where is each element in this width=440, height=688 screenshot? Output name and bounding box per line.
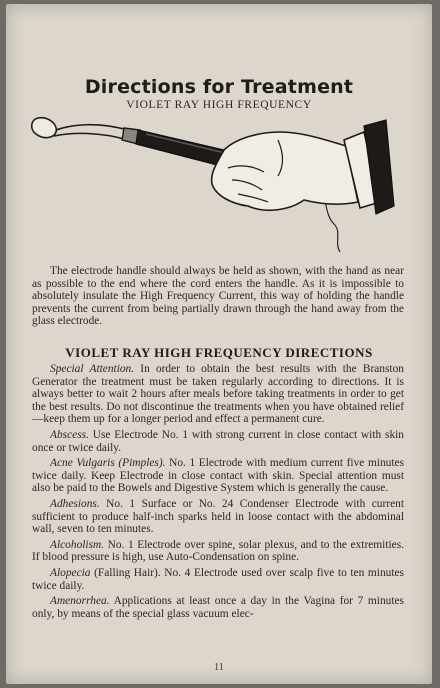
entry-special-attention [32,363,404,426]
entry-term: Alopecia [50,566,91,579]
document-page [6,4,432,684]
treatment-list [32,363,404,623]
entry-text: Applications at least once a day in the Vagina for 7 minutes only, by means of the special glass vacuum elec- [32,595,404,620]
entry-text: No. 1 Electrode with medium current five minutes twice daily. Keep Electrode in close contact with skin. Special attention must also be paid to the Bowels and Digestive System which is generally the cause. [32,457,405,495]
entry-adhesions [32,498,404,536]
entry-amenorrhea [32,595,404,620]
entry-term: Special Attention. [50,363,135,375]
entry-text: (Falling Hair). No. 4 Electrode used over scalp five to ten minutes twice daily. [32,566,404,592]
intro-paragraph: The electrode handle should always be held as shown, with the hand as near as possible to the end where the cord enters the handle. As it is impossible to absolutely insulate the High Frequency Current, this way of holding the handle prevents the current from being partially drawn through the hand away from the glass electrode. [32,265,404,328]
entry-text: No. 1 Electrode over spine, solar plexus, and to the extremities. If blood pressure is high, use Auto-Condensation on spine. [32,538,404,564]
entry-text: No. 1 Surface or No. 24 Condenser Electrode with current sufficient to produce half-inch sparks held in loose contact with the abdominal wall, seven to ten minutes. [32,497,404,536]
entry-alopecia [32,567,404,592]
page-title: Directions for Treatment [84,76,354,98]
entry-term: Abscess. [50,428,89,441]
section-heading: VIOLET RAY HIGH FREQUENCY DIRECTIONS [65,345,373,360]
hand-holding-electrode-icon [28,110,398,260]
entry-text: In order to obtain the best results with the Branston Generator the treatment must be taken regularly according to directions. It is always better to wait 2 hours after meals before taking treatments in order to get the best results. Do not discontinue the treatments when you have obtained relief—keep them up for a longer period and effect a permanent cure. [32,363,404,426]
page-subtitle: VIOLET RAY HIGH FREQUENCY [126,99,312,111]
entry-alcoholism [32,539,404,564]
entry-abscess [32,429,404,454]
entry-term: Adhesions. [50,497,100,510]
entry-term: Alcoholism. [50,538,105,551]
entry-text: Use Electrode No. 1 with strong current in close contact with skin once or twice daily. [32,428,404,454]
page-number: 11 [214,662,224,673]
entry-term: Acne Vulgaris (Pimples). [50,457,166,470]
entry-acne-vulgaris [32,457,404,495]
entry-term: Amenorrhea. [50,595,110,608]
